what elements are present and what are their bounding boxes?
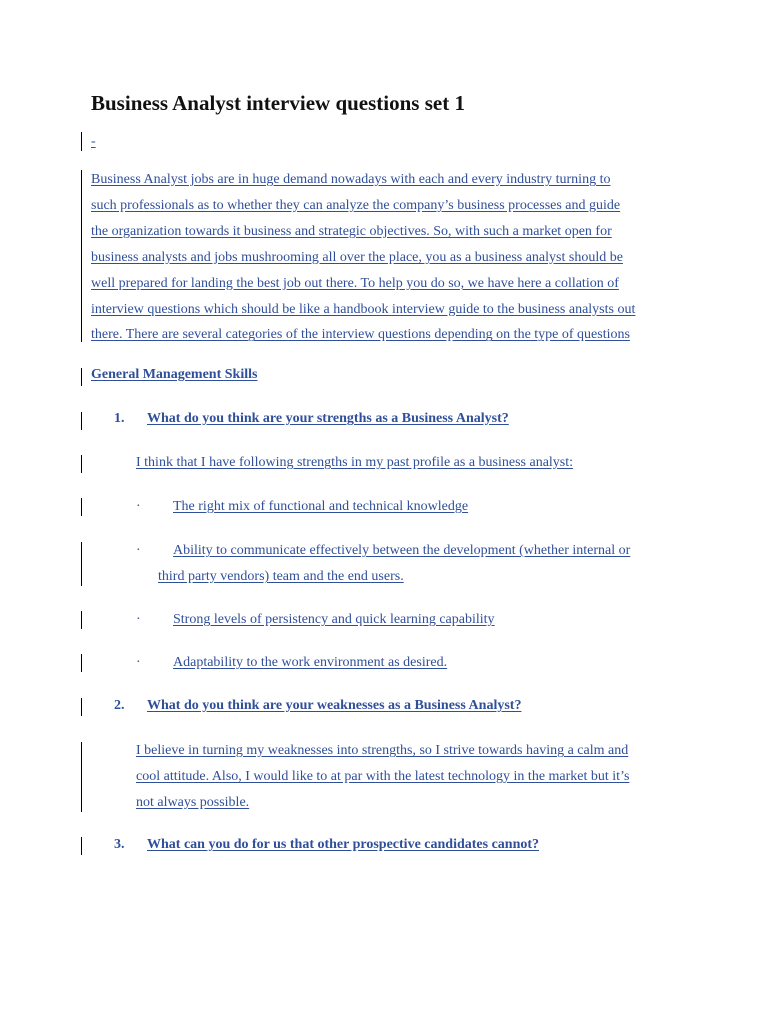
change-bar	[81, 455, 82, 473]
bullet-text: Ability to communicate effectively between the development (whether internal or	[173, 543, 631, 558]
list-item[interactable]	[136, 650, 447, 676]
bullet-icon: ·	[136, 612, 141, 627]
answer-line: cool attitude. Also, I would like to at par with the latest technology in the market but it’s	[136, 769, 630, 784]
page-title: Business Analyst interview questions set 1	[91, 91, 465, 115]
change-bar	[81, 611, 82, 629]
question-text: What do you think are your strengths as a Business Analyst?	[147, 411, 509, 426]
change-bar	[81, 742, 82, 812]
answer-line: I believe in turning my weaknesses into strengths, so I strive towards having a calm and	[136, 743, 629, 758]
bullet-icon: ·	[136, 499, 141, 514]
question-number: 3.	[114, 837, 125, 852]
answer-paragraph[interactable]	[136, 738, 629, 816]
bullet-text: Strong levels of persistency and quick learning capability	[173, 612, 495, 627]
intro-line: there. There are several categories of the interview questions depending on the type of questions	[91, 327, 630, 343]
change-bar	[81, 498, 82, 516]
answer-line: not always possible.	[136, 795, 250, 810]
intro-line: Business Analyst jobs are in huge demand nowadays with each and every industry turning to	[91, 172, 611, 187]
list-item[interactable]	[136, 607, 495, 633]
bullet-text-continued: third party vendors) team and the end users.	[158, 569, 404, 584]
change-bar	[81, 170, 82, 342]
change-bar	[81, 837, 82, 855]
intro-line: interview questions which should be like a handbook interview guide to the business analysts out	[91, 301, 636, 317]
change-bar	[81, 368, 82, 386]
change-bar	[81, 542, 82, 586]
list-item[interactable]	[136, 538, 630, 590]
question-number: 2.	[114, 698, 125, 713]
change-bar	[81, 654, 82, 672]
dash-mark: -	[91, 134, 96, 149]
bullet-text: The right mix of functional and technical knowledge	[173, 499, 469, 514]
intro-line: such professionals as to whether they can analyze the company’s business processes and guide	[91, 197, 621, 213]
question-text: What do you think are your weaknesses as a Business Analyst?	[147, 698, 522, 713]
question-3[interactable]	[114, 837, 539, 853]
change-bar	[81, 412, 82, 430]
intro-line: the organization towards it business and strategic objectives. So, with such a market open for	[91, 223, 612, 239]
bullet-text: Adaptability to the work environment as desired.	[173, 655, 448, 670]
intro-line: well prepared for landing the best job out there. To help you do so, we have here a collation of	[91, 275, 619, 291]
change-bar	[81, 132, 82, 151]
section-heading[interactable]: General Management Skills	[91, 367, 258, 382]
answer-intro[interactable]: I think that I have following strengths in my past profile as a business analyst:	[136, 455, 574, 470]
bullet-icon: ·	[136, 543, 141, 558]
intro-paragraph[interactable]	[91, 167, 691, 348]
bullet-icon: ·	[136, 655, 141, 670]
question-text: What can you do for us that other prospective candidates cannot?	[147, 837, 540, 852]
question-number: 1.	[114, 411, 125, 426]
intro-line: business analysts and jobs mushrooming all over the place, you as a business analyst should be	[91, 249, 623, 265]
question-1[interactable]	[114, 411, 509, 427]
change-bar	[81, 698, 82, 716]
list-item[interactable]	[136, 494, 468, 520]
question-2[interactable]	[114, 698, 521, 714]
